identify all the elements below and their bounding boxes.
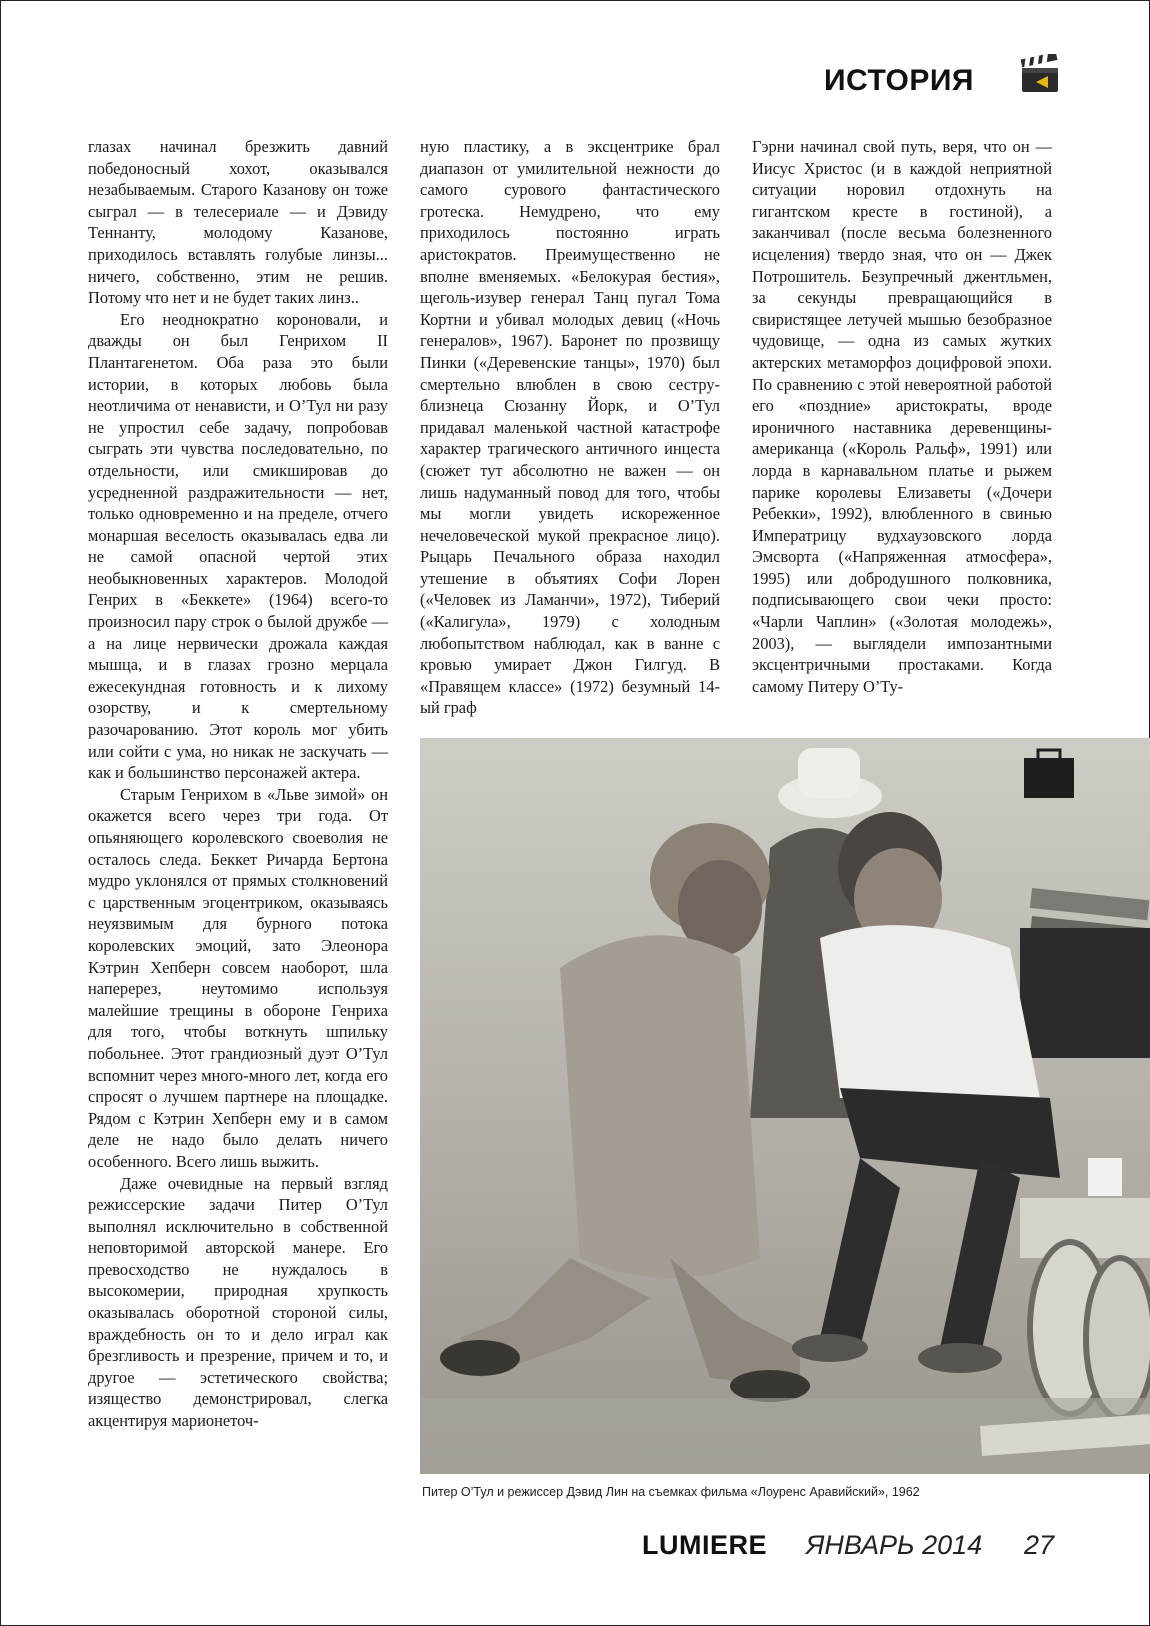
page-number: 27	[1023, 1530, 1054, 1560]
paragraph: Его неоднократно короновали, и дважды он был Генрихом II Плантагенетом. Оба раза это были истории, в которых любовь была неотличима от ненависти, и О’Тул ни разу не упростил себе задачу, попробовав сыграть эти чувства последовательно, по отдельности, или смикшировав до усредненной раздражительности — нет, только одновременно и на пределе, отчего монаршая веселость оказывалась едва ли не самой опасной чертой этих необыкновенных характеров. Молодой Генрих в «Беккете» (1964) всего-то произносил пару строк о былой дружбе — а на лице нервически дрожала каждая мышца, и в глазах грозно мерцала ежесекундная готовность и к лихому озорству, и к смертельному разочарованию. Этот король мог убить или сойти с ума, но никак не заскучать — как и большинство персонажей актера.	[88, 309, 388, 783]
section-header	[820, 52, 1060, 102]
paragraph: глазах начинал брезжить давний победоносный хохот, оказывался незабываемым. Старого Казанову он тоже сыграл — в телесериале — и Дэвиду Теннанту, молодому Казанове, приходилось вставлять голубые линзы... ничего, собственно, этим не решив. Потому что нет и не будет таких линз..	[88, 137, 388, 308]
paragraph: Старым Генрихом в «Льве зимой» он окажется всего через три года. От опьяняющего королевского своеволия не осталось следа. Беккет Ричарда Бертона мудро уклонялся от прямых столкновений с царственным эгоцентриком, оказываясь неуязвимым для бурного потока королевских эмоций, зато Элеонора Кэтрин Хепберн совсем наоборот, шла наперерез, неутомимо используя малейшие трещины в обороне Генриха для того, чтобы воткнуть шпильку побольнее. Этот грандиозный дуэт О’Тул вспомнит через много-много лет, когда его спросят о лучшем партнере на площадке. Рядом с Кэтрин Хепберн ему и в самом деле не надо было делать ничего особенного. Всего лишь выжить.	[88, 784, 388, 1171]
paragraph: ную пластику, а в эксцентрике брал диапазон от умилительной нежности до самого сурового фантастического гротеска. Немудрено, что ему приходилось постоянно играть аристократов. Преимущественно не вполне вменяемых. «Белокурая бестия», щеголь-изувер генерал Танц пугал Тома Кортни и убивал молодых девиц («Ночь генералов», 1967). Баронет по прозвищу Пинки («Деревенские танцы», 1970) был смертельно влюблен в свою сестру-близнеца Сюзанну Йорк, и О’Тул придавал маленькой частной катастрофе характер трагического античного инцеста (сюжет тут абсолютно не важен — он лишь надуманный повод для того, чтобы мы могли увидеть искореженное нечеловеческой мукой прекрасное лицо). Рыцарь Печального образа находил утешение в объятиях Софи Лорен («Человек из Ламанчи», 1972), Тиберий («Калигула», 1979) с холодным любопытством наблюдал, как в ванне с кровью умирает Джон Гилгуд. В «Правящем классе» (1972) безумный 14-ый граф	[420, 137, 720, 718]
text-column-3	[752, 136, 1052, 697]
footer	[640, 1528, 1060, 1568]
paragraph: Гэрни начинал свой путь, веря, что он — Иисус Христос (и в каждой неприятной ситуации норовил отдохнуть на гигантском кресте в гостиной), а заканчивал (после весьма болезненного исцеления) твердо зная, что он — Джек Потрошитель. Безупречный джентльмен, за секунды превращающийся в свиристящее летучей мышью безобразное чудовище, — одна из самых жутких актерских метаморфоз доцифровой эпохи. По сравнению с этой невероятной работой его «поздние» аристократы, вроде ироничного наставника деревенщины-американца («Король Ральф», 1991) или лорда в карнавальном платье и рыжем парике королевы Елизаветы («Дочери Ребекки», 1992), влюбленного в свинью Императрицу вудхаузовского лорда Эмсворта («Напряженная атмосфера», 1995) или добродушного полковника, подписывающего свои чеки просто: «Чарли Чаплин» («Золотая молодежь», 2003), — выглядели импозантными эксцентричными простаками. Когда самому Питеру О’Ту-	[752, 137, 1052, 696]
photo-caption: Питер О’Тул и режиссер Дэвид Лин на съемках фильма «Лоуренс Аравийский», 1962	[422, 1485, 920, 1499]
section-title: ИСТОРИЯ	[823, 64, 974, 97]
article-photo	[420, 738, 1150, 1474]
magazine-name: LUMIERE	[642, 1530, 767, 1560]
paragraph: Даже очевидные на первый взгляд режиссерские задачи Питер О’Тул выполнял исключительно в собственной неповторимой авторской манере. Его превосходство не нуждалось в высокомерии, природная хрупкость оказывалась оборотной стороной силы, враждебность он то и дело играл как брезгливость и презрение, причем и то, и другое — эстетического свойства; изящество демонстрировал, слегка акцентируя марионеточ-	[88, 1173, 388, 1431]
text-column-2	[420, 136, 720, 719]
clapperboard-icon	[1020, 54, 1060, 94]
issue-date: ЯНВАРЬ 2014	[806, 1530, 983, 1560]
text-column-1	[88, 136, 388, 1432]
